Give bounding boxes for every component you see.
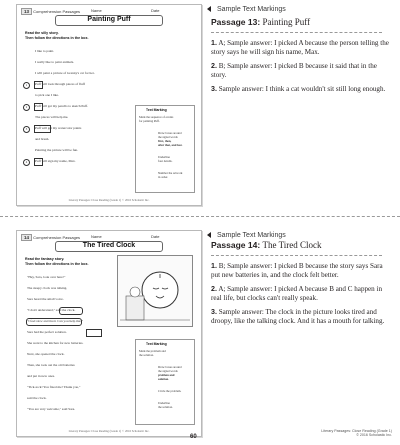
- text-marking-line: Draw boxes around: [158, 365, 182, 369]
- worksheet-thumbnail-tired-clock: [16, 230, 202, 437]
- story-line: "Tick-tock! You fixed me! Thank you,": [27, 385, 81, 389]
- story-line: and put in new ones.: [27, 374, 55, 378]
- worksheet-number: 13: [21, 8, 32, 15]
- answer-item: 1. B; Sample answer: I picked B because the story says Sara put new batteries in, and the clock felt better.: [211, 262, 383, 279]
- worksheet-header-left: Comprehension Passages: [33, 235, 81, 240]
- answers-passage-14: [211, 240, 392, 332]
- answer-item: 2. A; Sample answer: I picked A because B and C happen in real life, but clocks can't really speak.: [211, 285, 383, 302]
- story-line: I will paint a picture of Granny's cat for her.: [35, 71, 95, 75]
- answer-item: 3. Sample answer: The clock in the picture looks tired and droopy, like the talking clock. And it has a mouth for talking.: [211, 308, 385, 325]
- text-marking-line: solution.: [158, 377, 169, 381]
- text-marking-line: Underline: [158, 401, 170, 405]
- section-label: Sample Text Markings: [207, 6, 286, 13]
- story-line: She went to the kitchen for new batteries.: [27, 341, 84, 345]
- worksheet-thumbnail-painting-puff: [16, 4, 202, 206]
- story-line: said the clock.: [27, 396, 47, 400]
- clock-illustration: [117, 255, 193, 327]
- story-line: "I feel slow and tired. Can you help me?": [27, 319, 84, 323]
- worksheet-footer: Literary Passages: Close Reading (Grade 1) © 2016 Scholastic Inc.: [68, 198, 150, 202]
- date-label: Date: [151, 234, 160, 239]
- story-line: I really like to paint animals.: [35, 60, 74, 64]
- instruction-2: Then follow the directions in the box.: [25, 262, 89, 266]
- story-line: The sleepy clock was talking.: [27, 286, 68, 290]
- name-label: Name: [91, 8, 102, 13]
- story-line: Painting the picture will be fun.: [35, 148, 78, 152]
- answer-item: 3. Sample answer: I think a cat wouldn't sit still long enough.: [211, 85, 386, 94]
- story-line: "Hey, Sara, look over here!": [27, 275, 66, 279]
- story-line: Puff will sign my name, Max.: [35, 159, 76, 163]
- signal-word-box: [34, 103, 43, 111]
- text-marking-line: Underline: [158, 155, 170, 159]
- heading-rule: [211, 255, 382, 256]
- answer-item: 2. B; Sample answer: I picked B because it said that in the story.: [211, 62, 377, 79]
- story-line: Puff will get my watercolor paints: [35, 126, 82, 130]
- page-number: 60: [190, 434, 197, 440]
- story-line: Then, she took out the old batteries: [27, 363, 75, 367]
- signal-word-box: [34, 158, 43, 166]
- problem-circle: [26, 318, 82, 326]
- story-line: to pick one I like.: [35, 93, 59, 97]
- text-marking-line: problem and: [158, 373, 175, 377]
- text-marking-box: [135, 339, 195, 425]
- sequence-marker: 4: [23, 159, 30, 166]
- left-triangle-icon: [207, 6, 211, 12]
- worksheet-title: The Tired Clock: [82, 242, 136, 249]
- story-line: Sara had the perfect solution.: [27, 330, 67, 334]
- text-marking-line: the solution.: [158, 405, 173, 409]
- text-marking-line: the solution.: [139, 353, 154, 357]
- story-line: "You are very welcome," said Sara.: [27, 407, 76, 411]
- signal-word-box: [34, 125, 51, 133]
- worksheet-title: Painting Puff: [87, 16, 131, 23]
- text-marking-title: Text Marking: [146, 108, 167, 112]
- text-marking-line: the signal words: [158, 135, 178, 139]
- text-marking-title: Text Marking: [146, 342, 167, 346]
- story-line: Puff will look through pieces of fluff: [35, 82, 85, 86]
- passage-heading: Passage 13: Painting Puff: [211, 17, 311, 27]
- worksheet-footer: Literary Passages: Close Reading (Grade 1) © 2016 Scholastic Inc.: [68, 429, 150, 433]
- text-marking-line: Mark the problem and: [139, 349, 166, 353]
- story-line: and brush.: [35, 137, 50, 141]
- instruction-2: Then follow the directions in the box.: [25, 36, 89, 40]
- worksheet-header-left: Comprehension Passages: [33, 9, 81, 14]
- signal-word-box: [34, 81, 43, 89]
- text-marking-line: Draw boxes around: [158, 131, 182, 135]
- text-marking-line: Circle the problem.: [158, 389, 182, 393]
- text-marking-line: the signal words: [158, 369, 178, 373]
- section-divider: [0, 216, 400, 217]
- sleepy-clock-icon: [118, 256, 192, 326]
- instruction-1: Read the silly story.: [25, 31, 59, 35]
- sequence-marker: 2: [23, 104, 30, 111]
- answers-passage-13: [211, 17, 392, 100]
- text-marking-box: [135, 105, 195, 193]
- text-marking-line: in order.: [158, 175, 168, 179]
- sequence-marker: 1: [23, 82, 30, 89]
- text-marking-line: Number the artwork: [158, 171, 183, 175]
- text-marking-line: first, then,: [158, 139, 172, 143]
- text-marking-line: after that, and last.: [158, 143, 183, 147]
- story-line: Next, she opened the clock.: [27, 352, 65, 356]
- text-marking-line: for painting Puff.: [139, 119, 160, 123]
- name-label: Name: [91, 234, 102, 239]
- page-credit: Literary Passages: Close Reading (Grade 1) © 2016 Scholastic Inc.: [321, 429, 392, 438]
- section-label: Sample Text Markings: [207, 232, 286, 239]
- story-line: The pieces will help me.: [35, 115, 69, 119]
- signal-word-box: [86, 329, 102, 337]
- heading-rule: [211, 32, 382, 33]
- story-line: Sara heard the small voice.: [27, 297, 64, 301]
- passage-heading: Passage 14: The Tired Clock: [211, 240, 322, 250]
- story-line: "I don't understand," said the clock.: [27, 308, 76, 312]
- story-line: I like to paint.: [35, 49, 55, 53]
- text-marking-line: four details.: [158, 159, 173, 163]
- instruction-1: Read the fantasy story.: [25, 257, 65, 261]
- answer-item: 1. A; Sample answer: I picked A because the person telling the story says he will sign his name, Max.: [211, 39, 389, 56]
- date-label: Date: [151, 8, 160, 13]
- text-marking-line: Mark the sequence of events: [139, 115, 174, 119]
- problem-circle: [59, 307, 83, 315]
- worksheet-number: 14: [21, 234, 32, 241]
- left-triangle-icon: [207, 232, 211, 238]
- story-line: Puff will get my pencils to sketch Puff.: [35, 104, 88, 108]
- sequence-marker: 3: [23, 126, 30, 133]
